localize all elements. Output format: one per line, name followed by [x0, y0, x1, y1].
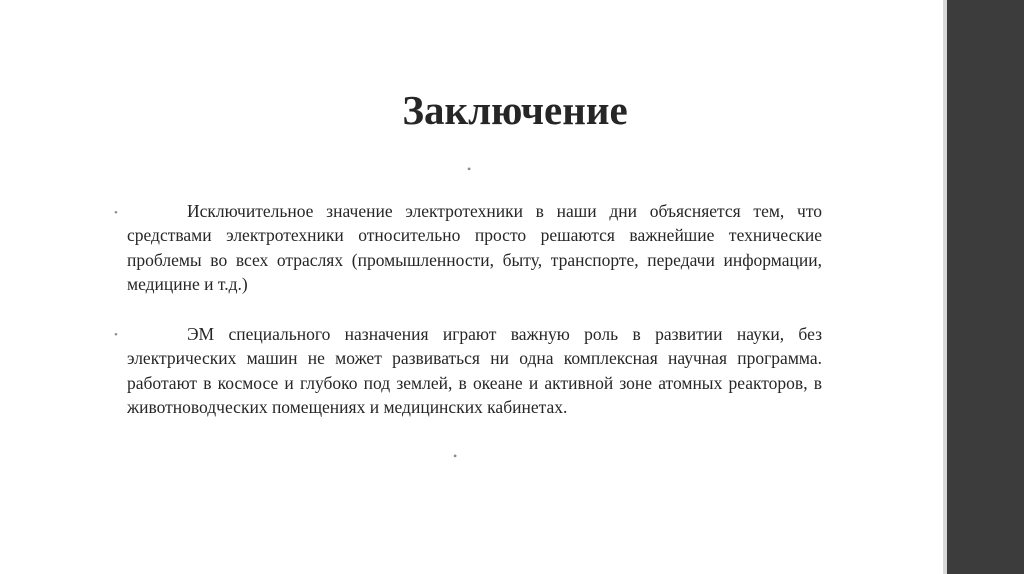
- slide-title: Заключение: [402, 87, 628, 133]
- paragraph-2-text: ЭМ специального назначения играют важную роль в развитии науки, без электрических машин не может развиваться ни одна комплексная научная программа. работают в космосе и глубоко под землей, в океане и активной зоне атомных реакторов, в животноводческих помещениях и медицинских кабинетах.: [127, 324, 822, 417]
- paragraph-1-bullet: •: [114, 207, 118, 219]
- empty-bullet-bottom: •: [453, 449, 458, 463]
- slide-right-decorative-bar: [947, 0, 1024, 574]
- empty-bullet-top: •: [467, 162, 472, 176]
- paragraph-2-bullet: •: [114, 329, 118, 341]
- paragraph-1-text: Исключительное значение электротехники в наши дни объясняется тем, что средствами электротехники относительно просто решаются важнейшие технические проблемы во всех отраслях (промышленности, быту, транспорте, передачи информации, медицине и т.д.): [127, 201, 822, 294]
